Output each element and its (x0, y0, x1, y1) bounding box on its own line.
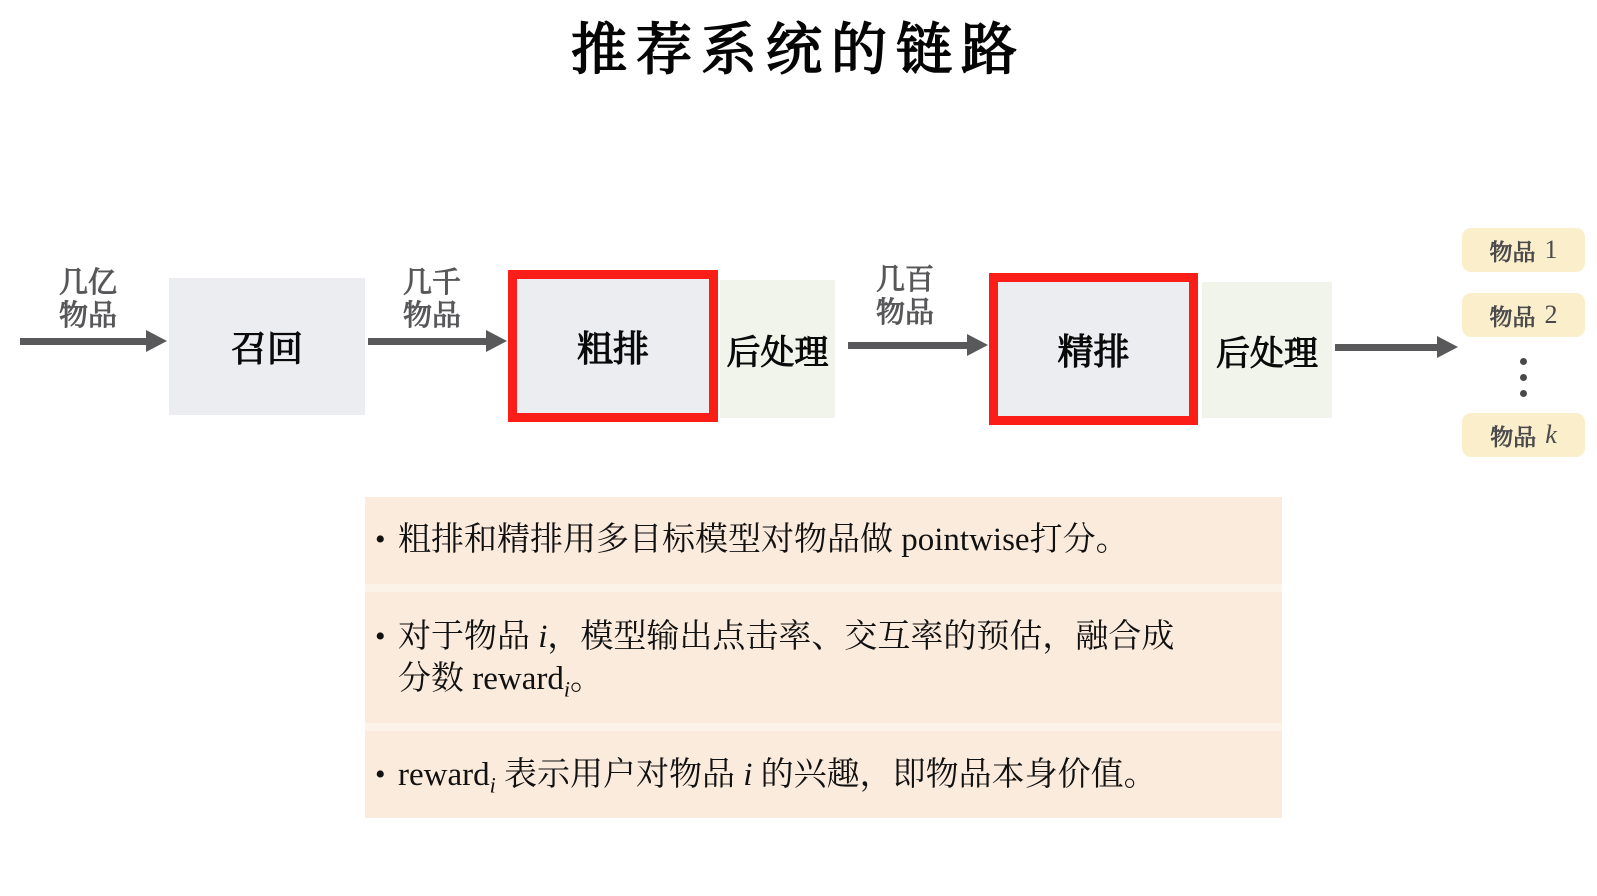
flow-arrow-coarse (368, 338, 486, 345)
note-bullet-3 (365, 748, 1282, 802)
coarse-rank-label: 粗排 (576, 327, 649, 369)
post-process-box-1 (720, 280, 835, 418)
count-label-line1: 几亿 (58, 267, 117, 299)
notes-panel (365, 497, 1282, 818)
count-label-line1: 几千 (402, 267, 461, 299)
item-index: k (1545, 420, 1557, 449)
count-label-line2: 物品 (402, 300, 461, 332)
flow-arrow-output (1335, 344, 1437, 351)
item-index: 1 (1544, 235, 1558, 264)
fine-rank-box (989, 273, 1198, 425)
post-process-box-2 (1202, 282, 1332, 418)
fine-rank-label: 精排 (1057, 330, 1130, 372)
note-divider (365, 584, 1282, 592)
bullet-marker: • (375, 619, 386, 653)
page-title: 推荐系统的链路 (571, 20, 1026, 82)
note-bullet-1 (365, 513, 1282, 567)
recall-box (169, 278, 365, 415)
item-label: 物品 (1489, 238, 1536, 265)
item-label: 物品 (1490, 423, 1537, 450)
bullet-marker: • (375, 523, 386, 556)
item-card-2 (1462, 293, 1585, 337)
count-label-line2: 物品 (875, 297, 934, 329)
item-label: 物品 (1489, 303, 1536, 330)
note-text: 对于物品 i，模型输出点击率、交互率的预估，融合成分数 reward$_i$。 (398, 618, 1175, 702)
post-process-label-1: 后处理 (726, 333, 829, 372)
flow-arrow-input (20, 338, 146, 345)
count-label-thousands (377, 267, 487, 333)
note-divider (365, 723, 1282, 731)
count-label-billions (33, 267, 143, 333)
note-text: 粗排和精排用多目标模型对物品做 pointwise打分。 (398, 522, 1129, 558)
flow-arrow-fine (848, 342, 967, 349)
item-card-1 (1462, 228, 1585, 272)
item-card-k (1462, 413, 1585, 457)
recall-label: 召回 (230, 328, 303, 369)
note-bullet-2 (365, 610, 1282, 706)
bullet-marker: • (375, 758, 386, 791)
count-label-hundreds (850, 264, 960, 330)
item-index: 2 (1544, 300, 1558, 329)
count-label-line2: 物品 (58, 300, 117, 332)
post-process-label-2: 后处理 (1216, 334, 1318, 373)
note-text: reward$_i$ 表示用户对物品 i 的兴趣，即物品本身价值。 (398, 757, 1157, 798)
coarse-rank-box (508, 270, 718, 422)
vertical-ellipsis (1462, 354, 1585, 400)
count-label-line1: 几百 (875, 264, 934, 296)
